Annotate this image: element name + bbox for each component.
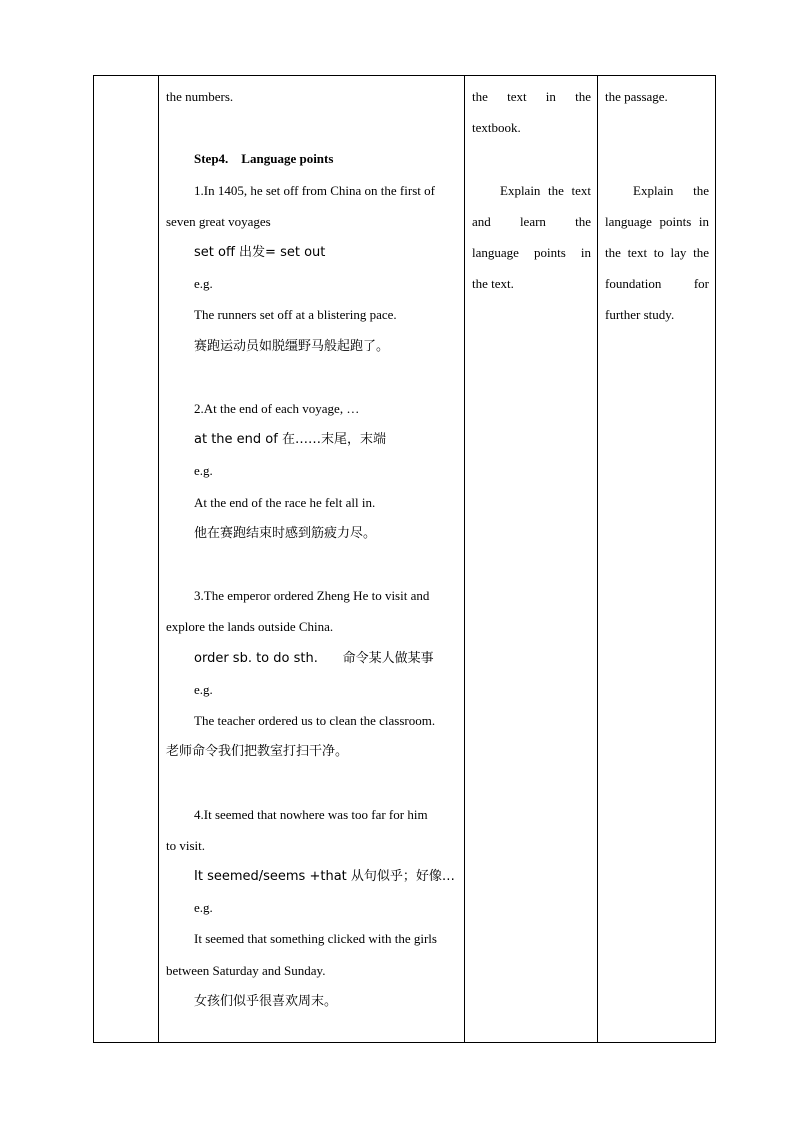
text-line: explore the lands outside China. (166, 619, 334, 635)
text-line: 4.It seemed that nowhere was too far for him (194, 806, 428, 822)
design-purpose-cell (598, 76, 716, 1043)
step-heading: Step4. Language points (194, 151, 334, 167)
text-line: the numbers. (166, 89, 234, 104)
teacher-activity-cell (159, 76, 465, 1043)
text-line: the text in the (472, 89, 591, 104)
text-line: foundation for (605, 276, 709, 292)
translation-line: 他在赛跑结束时感到筋疲力尽。 (194, 525, 377, 541)
text-line: The runners set off at a blistering pace. (194, 307, 397, 323)
text-line: the passage. (605, 89, 668, 104)
blank-line (605, 112, 709, 143)
text-line: language points in (605, 213, 709, 229)
text-line: to visit. (166, 837, 206, 853)
lesson-plan-table (93, 75, 716, 1043)
text-line: the text. (472, 276, 514, 292)
text-line: e.g. (194, 463, 213, 479)
text-line: e.g. (194, 276, 213, 292)
text-line: set off 出发= set out (194, 245, 326, 260)
text-line: and learn the (472, 213, 591, 229)
stage-column-cell (94, 76, 159, 1043)
blank-line (472, 143, 591, 174)
blank-line (166, 549, 458, 580)
text-line: 3.The emperor ordered Zheng He to visit and (194, 588, 430, 604)
text-line: textbook. (472, 120, 521, 136)
text-line: The teacher ordered us to clean the classroom. (194, 713, 436, 729)
text-line: seven great voyages (166, 213, 271, 229)
text-line: 2.At the end of each voyage, … (194, 401, 360, 416)
blank-line (166, 362, 458, 393)
translation-line: 老师命令我们把教室打扫干净。 (166, 744, 349, 760)
blank-line (605, 143, 709, 174)
translation-line: 赛跑运动员如脱缰野马般起跑了。 (194, 338, 390, 354)
text-line: It seemed that something clicked with the girls (194, 931, 437, 947)
text-line: Explain the text (500, 182, 591, 198)
text-line: order sb. to do sth. 命令某人做某事 (194, 650, 434, 666)
text-line: between Saturday and Sunday. (166, 962, 326, 978)
text-line: the text to lay the (605, 244, 709, 260)
text-line: It seemed/seems +that 从句似乎；好像… (194, 869, 455, 885)
text-line: at the end of 在……末尾，末端 (194, 432, 386, 448)
text-line: At the end of the race he felt all in. (194, 494, 376, 510)
table-row (94, 76, 716, 1043)
student-activity-cell (465, 76, 598, 1043)
text-line: e.g. (194, 681, 213, 697)
text-line: further study. (605, 307, 675, 323)
blank-line (166, 767, 458, 798)
translation-line: 女孩们似乎很喜欢周末。 (194, 993, 338, 1009)
text-line: 1.In 1405, he set off from China on the first of (194, 182, 435, 198)
text-line: Explain the (633, 182, 709, 198)
text-line: e.g. (194, 900, 213, 916)
blank-line (166, 112, 458, 143)
text-line: language points in (472, 245, 591, 260)
